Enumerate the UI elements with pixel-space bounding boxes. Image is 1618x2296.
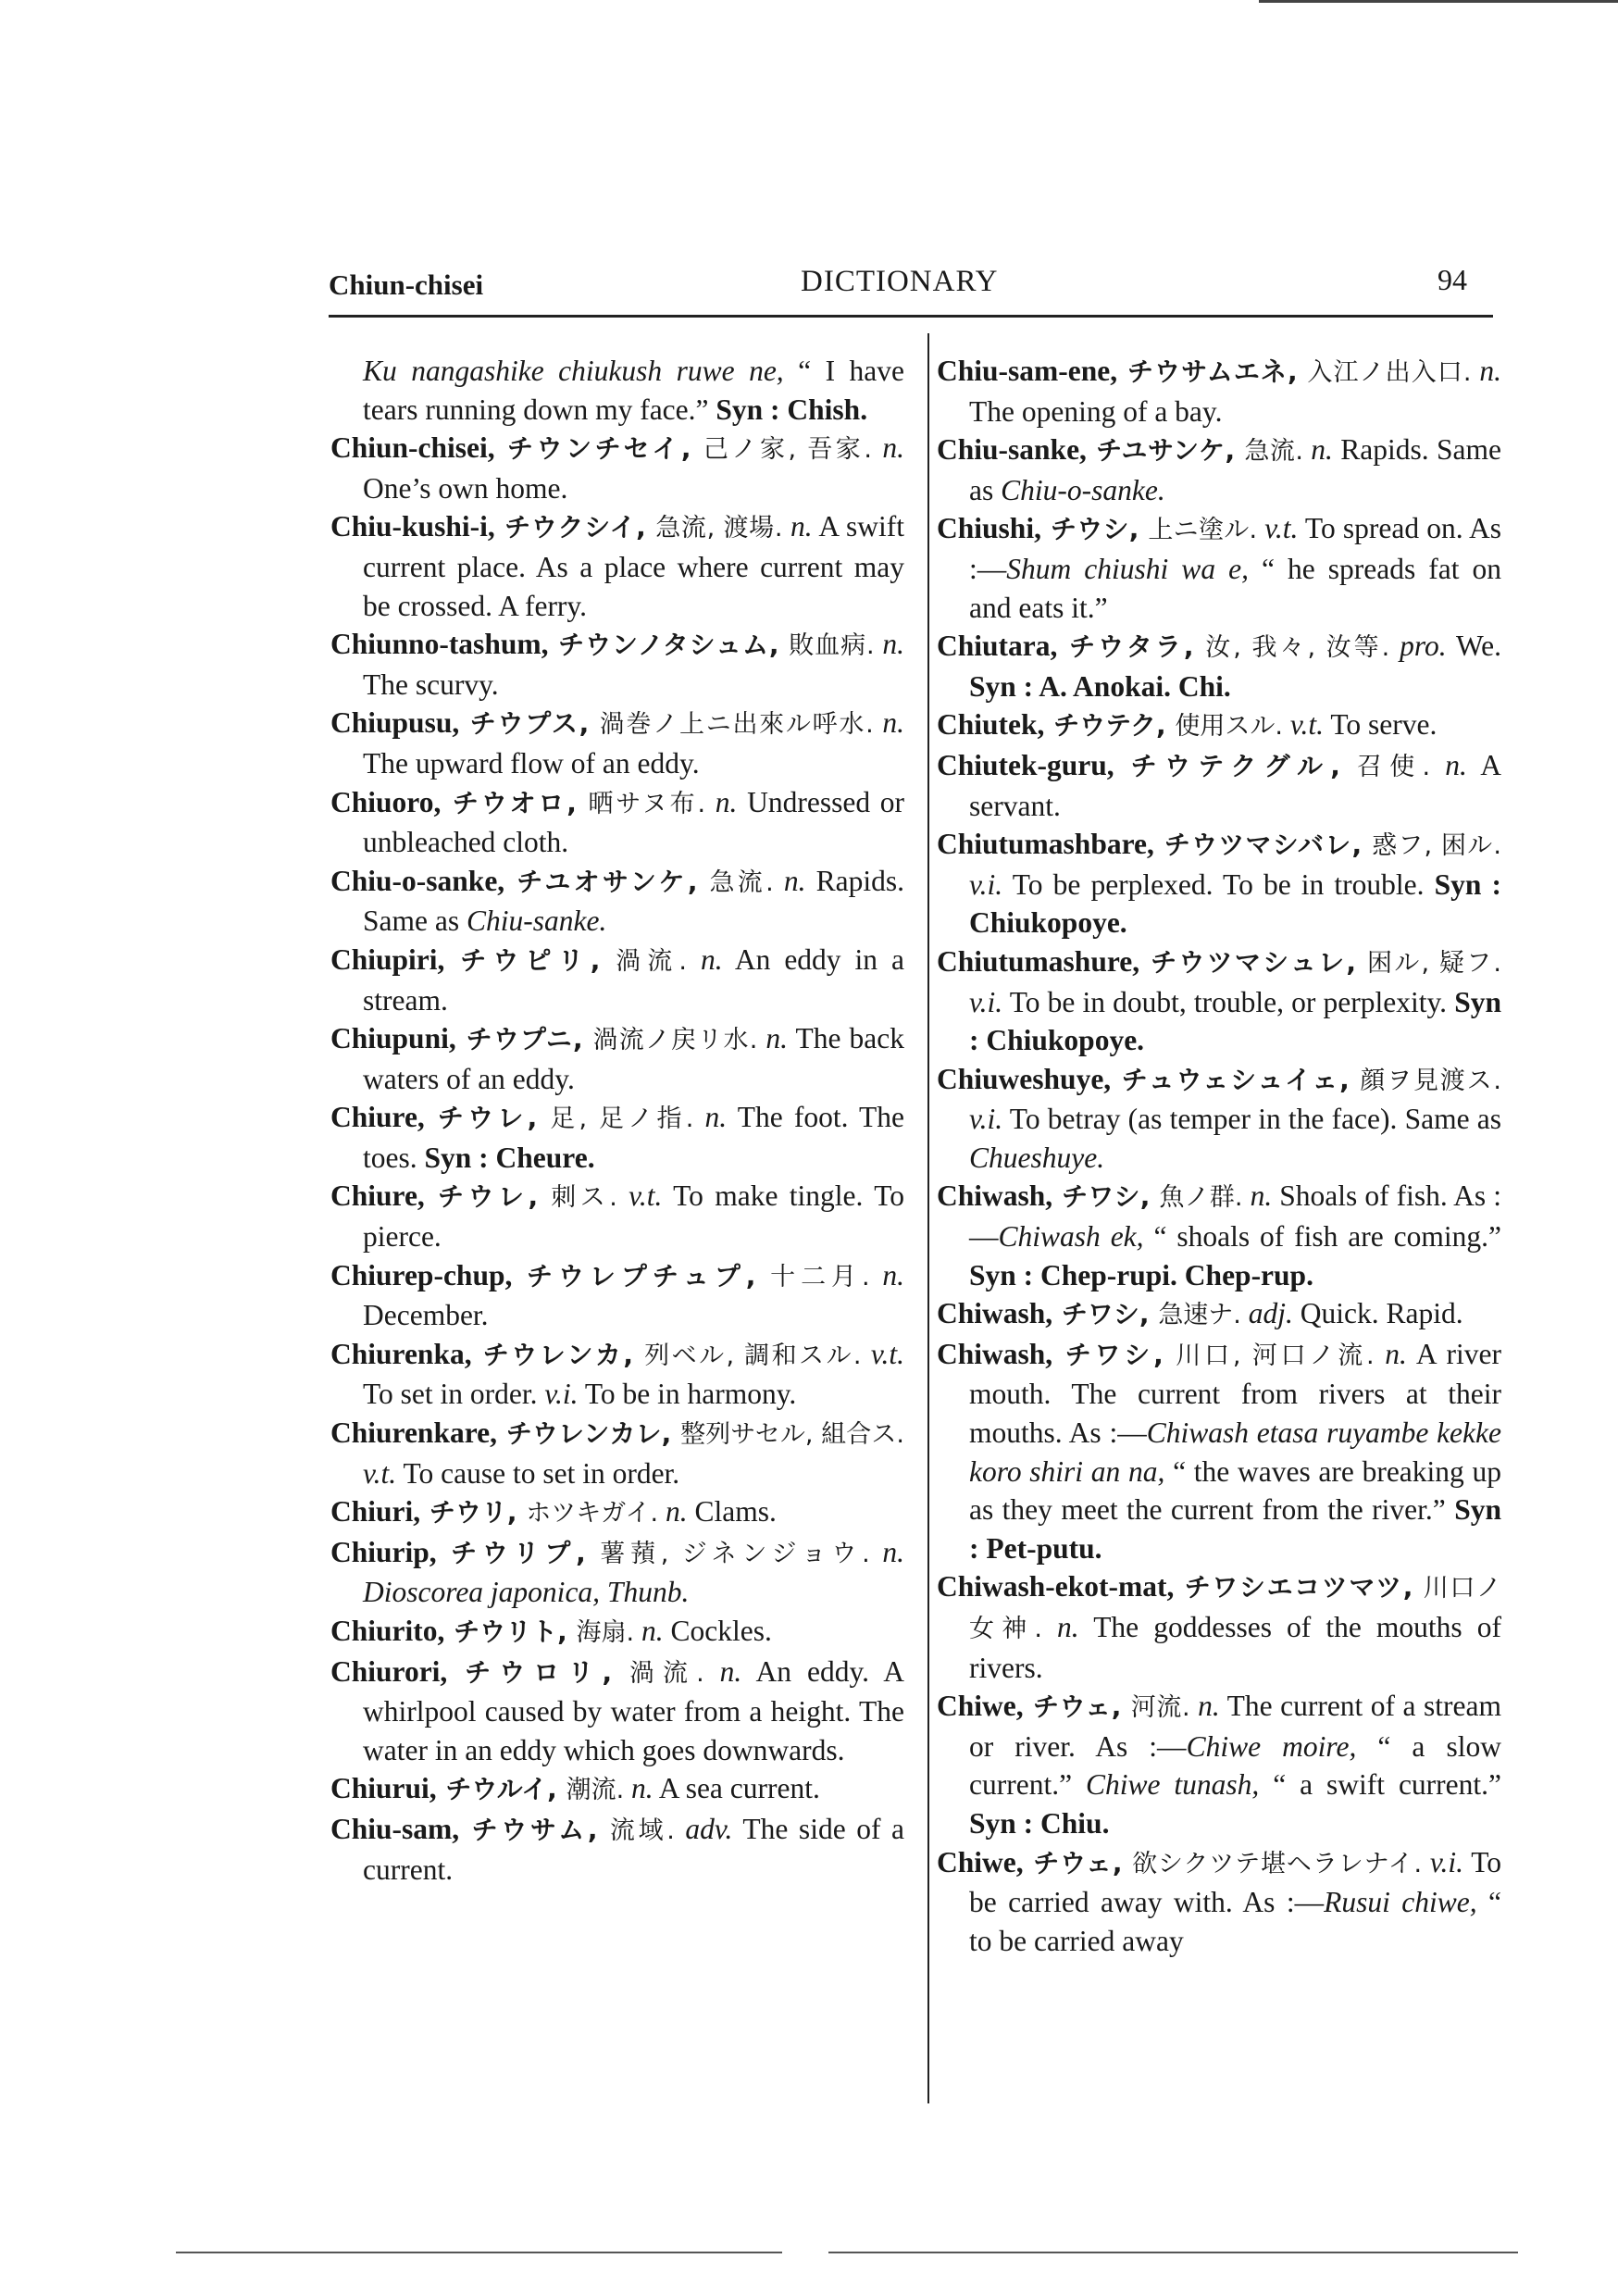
left-column — [330, 352, 904, 1889]
definition-text: “ he spreads fat on and eats it.” — [969, 552, 1502, 624]
definition-text: Quick. Rapid. — [1292, 1297, 1463, 1330]
kanji-gloss: 渦巻ノ上ニ出來ル呼水. — [599, 710, 874, 740]
kana-reading: チウリト, — [444, 1616, 577, 1647]
headword: Chiwash, — [937, 1179, 1053, 1213]
kanji-gloss: 渦流. — [629, 1658, 704, 1688]
headword: Chiuri, — [330, 1495, 421, 1529]
headword: Chiurep-chup, — [330, 1258, 513, 1292]
kanji-gloss: 薯蕷, ジネンジョウ. — [600, 1539, 870, 1568]
dictionary-entry — [937, 352, 1501, 430]
part-of-speech: n. — [869, 1535, 904, 1568]
kanji-gloss: 川口ノ女神. — [969, 1574, 1502, 1643]
dictionary-entry — [937, 1843, 1501, 1961]
kana-reading: チウェ, — [1023, 1691, 1131, 1723]
definition-text: December. — [363, 1299, 489, 1332]
right-column — [937, 352, 1501, 1960]
definition-text: The scurvy. — [363, 668, 499, 701]
synonym-text: Syn : Chiukopoye. — [969, 985, 1501, 1057]
part-of-speech: v.i. — [969, 867, 1003, 901]
headword: Chiutek-guru, — [937, 748, 1114, 781]
definition-text: A swift current place. As a place where current may be crossed. A ferry. — [363, 510, 905, 622]
definition-text: One’s own home. — [363, 471, 568, 505]
headword: Chiwash, — [937, 1337, 1053, 1370]
definition-text: “ a slow current.” — [969, 1729, 1501, 1802]
synonym-text: Syn : Chish. — [716, 393, 868, 426]
dictionary-entry — [330, 429, 904, 507]
kanji-gloss: 刺ス. — [551, 1183, 617, 1213]
kanji-gloss: 急流. — [1244, 437, 1303, 467]
headword: Chiunno-tashum, — [330, 628, 549, 661]
part-of-speech: pro. — [1389, 630, 1447, 663]
kana-reading: チワシ, — [1052, 1299, 1159, 1330]
kana-reading: チウシ, — [1040, 514, 1149, 545]
dictionary-entry — [330, 1098, 904, 1177]
dictionary-entry — [937, 942, 1501, 1060]
definition-text: “ to be carried away — [969, 1886, 1502, 1957]
headword: Chiure, — [330, 1179, 425, 1213]
part-of-speech: adv. — [674, 1812, 733, 1845]
kana-reading: チワシエコツマツ, — [1174, 1572, 1424, 1603]
headword: Chiu-sanke, — [937, 433, 1087, 467]
part-of-speech: n. — [686, 942, 723, 976]
definition-text: To be in doubt, trouble, or perplexity. — [1002, 985, 1455, 1018]
dictionary-entry — [330, 1492, 904, 1533]
synonym-text: Syn : Cheure. — [424, 1141, 595, 1174]
dictionary-entry — [330, 704, 904, 782]
kanji-gloss: 急流. — [709, 867, 774, 897]
kanji-gloss: 海扇. — [576, 1618, 635, 1647]
part-of-speech: n. — [658, 1495, 688, 1529]
definition-text: An eddy. A whirlpool caused by water from a height. The water in an eddy which goes downwards. — [363, 1654, 904, 1766]
kanji-gloss: 召使. — [1356, 752, 1431, 781]
headword: Chiure, — [330, 1101, 425, 1134]
definition-text: To serve. — [1324, 708, 1438, 742]
kanji-gloss: 渦流ノ戻リ水. — [592, 1026, 758, 1055]
headword: Chiurenka, — [330, 1337, 472, 1370]
kana-reading: チウルイ, — [436, 1774, 566, 1805]
definition-text: A servant. — [969, 748, 1501, 822]
dictionary-entry — [937, 1567, 1501, 1687]
dictionary-entry — [937, 430, 1501, 509]
kana-reading: チウプニ, — [455, 1024, 593, 1055]
dictionary-entry — [937, 1060, 1501, 1178]
kanji-gloss: 上ニ塗ル. — [1148, 516, 1258, 545]
kana-reading: チウリプ, — [436, 1537, 601, 1568]
part-of-speech: n. — [634, 1615, 664, 1647]
example-text: Chiu-o-sanke. — [1001, 473, 1165, 506]
part-of-speech: n. — [873, 706, 904, 740]
definition-text: The current of a stream or river. As :— — [969, 1690, 1501, 1763]
kana-reading: チウピリ, — [444, 944, 616, 976]
definition-text: To be in harmony. — [578, 1378, 797, 1411]
definition-text: The upward flow of an eddy. — [363, 746, 700, 780]
column-divider — [927, 333, 929, 2103]
dictionary-entry — [330, 1533, 904, 1612]
synonym-text: Syn : A. Anokai. Chi. — [969, 669, 1231, 703]
definition-text: A river mouth. The current from rivers at their mouths. As :— — [969, 1337, 1501, 1450]
dictionary-entry — [937, 1687, 1501, 1842]
definition-text: “ the waves are breaking up as they meet the current from the river.” — [969, 1454, 1502, 1527]
part-of-speech: v.t. — [616, 1179, 663, 1213]
example-text: Rusui chiwe, — [1324, 1886, 1477, 1919]
definition-text: To betray (as temper in the face). Same as — [1002, 1103, 1501, 1136]
headword: Chiuoro, — [330, 785, 442, 818]
kana-reading: チウレプチュプ, — [512, 1260, 771, 1292]
example-text: Shum chiushi wa e, — [1006, 552, 1249, 585]
kana-reading: チウレ, — [424, 1181, 552, 1213]
kanji-gloss: 河流. — [1130, 1693, 1190, 1723]
kanji-gloss: 急流, 渡場. — [655, 514, 783, 543]
kanji-gloss: 渦流. — [616, 946, 687, 976]
headword: Chiurori, — [330, 1654, 448, 1688]
page-header — [329, 261, 1467, 307]
definition-text: “ I have tears running down my face.” — [363, 355, 904, 426]
part-of-speech: v.i. — [969, 985, 1003, 1018]
page-number: 94 — [1438, 263, 1467, 296]
kanji-gloss: 晒サヌ布. — [588, 789, 706, 818]
header-rule — [329, 315, 1493, 318]
headword: Chiuweshuye, — [937, 1062, 1112, 1095]
definition-text: To make tingle. To pierce. — [363, 1179, 904, 1254]
kana-reading: チワシ, — [1052, 1339, 1176, 1370]
headword: Chiu-o-sanke, — [330, 864, 505, 897]
part-of-speech: n. — [1430, 748, 1467, 781]
kanji-gloss: 己ノ家, 吾家. — [703, 435, 872, 465]
headword: Chiushi, — [937, 512, 1041, 545]
definition-text: To set in order. — [363, 1378, 545, 1411]
footer-rule-left — [176, 2252, 782, 2253]
dictionary-entry — [330, 507, 904, 625]
headword: Chiurenkare, — [330, 1416, 497, 1450]
kana-reading: チウテクグル, — [1114, 750, 1357, 781]
part-of-speech: n. — [1374, 1337, 1407, 1370]
headword: Chiwe, — [937, 1690, 1024, 1723]
footer-rule-right — [828, 2252, 1518, 2253]
dictionary-entry — [330, 1612, 904, 1653]
kana-reading: チウェ, — [1023, 1847, 1133, 1878]
headword: Chiutek, — [937, 708, 1045, 742]
synonym-text: Syn : Chep-rupi. Chep-rup. — [969, 1258, 1313, 1292]
headword: Chiu-sam-ene, — [937, 355, 1118, 387]
definition-text: A sea current. — [653, 1772, 820, 1805]
definition-text: Cockles. — [663, 1615, 772, 1647]
kanji-gloss: 敗血病. — [789, 631, 875, 661]
kanji-gloss: 足, 足ノ指. — [550, 1104, 694, 1134]
dictionary-entry — [330, 352, 904, 429]
kanji-gloss: 整列サセル, 組合ス. — [680, 1420, 904, 1450]
kana-reading: チウツマシバレ, — [1153, 830, 1373, 861]
kana-reading: チウレ, — [424, 1103, 551, 1134]
dictionary-entry — [937, 705, 1501, 746]
part-of-speech: v.t. — [1257, 512, 1299, 545]
headword: Chiwash-ekot-mat, — [937, 1570, 1175, 1603]
kanji-gloss: 流域. — [609, 1816, 675, 1845]
definition-text: “ a swift current.” — [1259, 1768, 1501, 1802]
part-of-speech: v.t. — [861, 1337, 904, 1370]
part-of-speech: n. — [773, 864, 806, 897]
dictionary-entry — [330, 1769, 904, 1810]
part-of-speech: n. — [757, 1022, 788, 1055]
kanji-gloss: 魚ノ群. — [1159, 1183, 1243, 1213]
part-of-speech: n. — [1041, 1611, 1079, 1643]
dictionary-entry — [330, 862, 904, 941]
definition-text: To spread on. As :— — [969, 512, 1501, 585]
kana-reading: チウツマシュレ, — [1139, 946, 1367, 978]
definition-text: To cause to set in order. — [396, 1456, 680, 1490]
headword: Chiwash, — [937, 1297, 1053, 1330]
kanji-gloss: 入江ノ出入口. — [1307, 358, 1472, 387]
dictionary-entry — [937, 509, 1501, 627]
kanji-gloss: 汝, 我々, 汝等. — [1205, 633, 1390, 663]
part-of-speech: n. — [693, 1101, 728, 1134]
kanji-gloss: 顔ヲ見渡ス. — [1360, 1066, 1501, 1095]
dictionary-entry — [330, 1810, 904, 1889]
part-of-speech: n. — [782, 510, 813, 543]
definition-text: The goddesses of the mouths of rivers. — [969, 1611, 1501, 1684]
kanji-gloss: ホツキガイ. — [526, 1499, 659, 1529]
example-text: Chiwe tunash, — [1085, 1768, 1260, 1802]
part-of-speech: n. — [874, 628, 905, 661]
dictionary-entry — [330, 1177, 904, 1255]
kana-reading: チウテク, — [1044, 710, 1176, 742]
kanji-gloss: 使用スル. — [1175, 712, 1284, 742]
dictionary-entry — [330, 625, 904, 704]
headword: Chiutara, — [937, 630, 1058, 663]
running-head-left: Chiun-chisei — [329, 268, 484, 301]
definition-text: Undressed or unbleached cloth. — [363, 785, 905, 859]
example-text: Chiwe moire, — [1186, 1729, 1357, 1763]
kana-reading: チウンチセイ, — [494, 433, 703, 465]
dictionary-entry — [330, 1335, 904, 1414]
kana-reading: チウレンカ, — [471, 1339, 645, 1370]
dictionary-entry — [937, 746, 1501, 825]
dictionary-entry — [937, 1294, 1501, 1335]
kana-reading: チウロリ, — [447, 1656, 629, 1688]
headword: Chiutumashure, — [937, 944, 1140, 978]
definition-text: Rapids. Same as — [969, 433, 1501, 506]
definition-text: The foot. The toes. — [363, 1101, 905, 1174]
definition-text: An eddy in a stream. — [363, 942, 904, 1017]
kana-reading: チウタラ, — [1057, 631, 1206, 663]
part-of-speech: v.i. — [969, 1103, 1003, 1136]
dictionary-entry — [330, 1019, 904, 1098]
definition-text: The side of a current. — [363, 1812, 904, 1886]
top-edge-rule — [1259, 0, 1618, 3]
part-of-speech: adj. — [1240, 1297, 1293, 1330]
definition-text: We. — [1446, 630, 1502, 663]
example-text: Chiu-sanke. — [466, 905, 607, 938]
running-head-title: DICTIONARY — [801, 265, 999, 298]
headword: Chiurito, — [330, 1615, 445, 1647]
dictionary-entry — [937, 825, 1501, 942]
example-text: Ku nangashike chiukush ruwe ne, — [363, 355, 784, 387]
kanji-gloss: 潮流. — [566, 1776, 625, 1805]
kanji-gloss: 川口, 河口ノ流. — [1176, 1341, 1375, 1370]
kana-reading: チウプス, — [459, 708, 600, 740]
headword: Chiurip, — [330, 1535, 437, 1568]
definition-text: Rapids. Same as — [363, 864, 904, 938]
kana-reading: チウサム, — [459, 1814, 610, 1845]
dictionary-entry — [330, 1414, 904, 1492]
definition-text: To be carried away with. As :— — [969, 1845, 1501, 1919]
definition-text: The opening of a bay. — [969, 394, 1223, 428]
dictionary-entry — [330, 783, 904, 862]
part-of-speech: n. — [1471, 355, 1502, 387]
kana-reading: チユオサンケ, — [504, 866, 710, 897]
part-of-speech: n. — [624, 1772, 653, 1805]
kana-reading: チウリ, — [420, 1497, 527, 1529]
dictionary-entry — [937, 1335, 1501, 1568]
headword: Chiwe, — [937, 1845, 1024, 1878]
definition-text: Clams. — [687, 1495, 777, 1529]
kanji-gloss: 十二月. — [770, 1262, 870, 1292]
definition-text: Shoals of fish. As :— — [969, 1179, 1501, 1254]
headword: Chiu-sam, — [330, 1812, 460, 1845]
example-text: Dioscorea japonica, Thunb. — [363, 1576, 690, 1609]
part-of-speech: v.t. — [363, 1456, 397, 1490]
headword: Chiupiri, — [330, 942, 445, 976]
dictionary-entry — [937, 627, 1501, 705]
dictionary-entry — [330, 941, 904, 1019]
example-text: Chueshuye. — [969, 1141, 1105, 1174]
kana-reading: チュウェシュイェ, — [1111, 1064, 1361, 1095]
kana-reading: チワシ, — [1052, 1181, 1160, 1213]
part-of-speech: n. — [871, 431, 905, 465]
dictionary-entry — [330, 1256, 904, 1335]
kanji-gloss: 欲シクツテ堪ヘラレナイ. — [1132, 1849, 1423, 1878]
part-of-speech: n. — [869, 1258, 905, 1292]
part-of-speech: n. — [1242, 1179, 1273, 1213]
synonym-text: Syn : Pet-putu. — [969, 1493, 1501, 1565]
example-text: Chiwash ek, — [998, 1220, 1144, 1254]
kana-reading: チウレンカレ, — [497, 1418, 681, 1450]
part-of-speech: v.i. — [1422, 1845, 1463, 1878]
kanji-gloss: 急速ナ. — [1158, 1301, 1241, 1330]
kanji-gloss: 惑フ, 困ル. — [1372, 831, 1501, 861]
kana-reading: チウサムエネ, — [1117, 356, 1308, 387]
headword: Chiutumashbare, — [937, 828, 1154, 861]
part-of-speech: n. — [705, 785, 738, 818]
headword: Chiun-chisei, — [330, 431, 495, 465]
kana-reading: チウクシイ, — [494, 512, 656, 543]
kana-reading: チウオロ, — [441, 787, 589, 818]
part-of-speech: n. — [1302, 433, 1333, 467]
definition-text: To be perplexed. To be in trouble. — [1002, 867, 1435, 901]
synonym-text: Syn : Chiu. — [969, 1806, 1110, 1840]
part-of-speech: v.t. — [1283, 708, 1325, 742]
definition-text: “ shoals of fish are coming.” — [1143, 1220, 1501, 1254]
dictionary-entry — [937, 1177, 1501, 1294]
headword: Chiupusu, — [330, 706, 460, 740]
kanji-gloss: 困ル, 疑フ. — [1366, 948, 1502, 978]
example-text: Chiwash etasa ruyambe kekke koro shiri an na, — [969, 1416, 1501, 1488]
synonym-text: Syn : Chiukopoye. — [969, 867, 1501, 940]
kanji-gloss: 列ベル, 調和スル. — [644, 1341, 862, 1370]
part-of-speech: v.i. — [544, 1378, 579, 1411]
dictionary-entry — [330, 1653, 904, 1770]
kana-reading: チウンノタシュム, — [548, 630, 790, 661]
headword: Chiupuni, — [330, 1022, 456, 1055]
kana-reading: チユサンケ, — [1086, 435, 1245, 467]
headword: Chiu-kushi-i, — [330, 510, 495, 543]
part-of-speech: n. — [1189, 1690, 1220, 1723]
part-of-speech: n. — [703, 1654, 742, 1688]
definition-text: The back waters of an eddy. — [363, 1022, 904, 1095]
headword: Chiurui, — [330, 1772, 437, 1805]
